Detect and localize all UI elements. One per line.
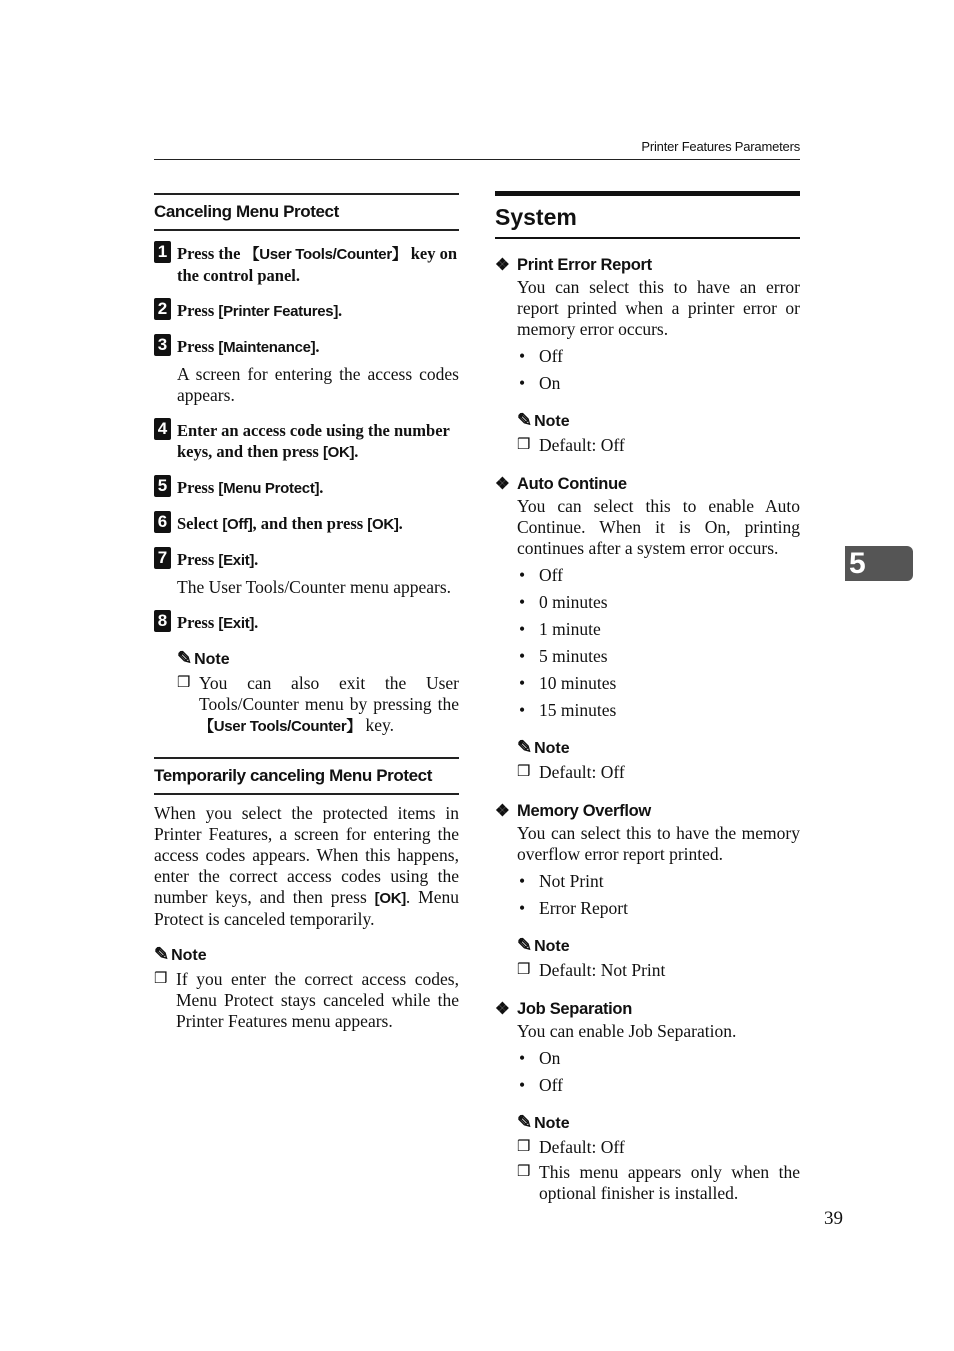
parameter-name: Memory Overflow [517, 802, 651, 820]
note-item [517, 960, 800, 981]
note-item [517, 762, 800, 783]
note-heading [154, 944, 459, 965]
checkbox-icon: ❒ [517, 962, 531, 978]
note-text: Default: Not Print [539, 960, 666, 980]
step-instruction [154, 336, 459, 358]
option-item: • Off [517, 346, 800, 367]
note-heading [177, 648, 459, 669]
note-item [177, 673, 459, 737]
parameter-block [495, 255, 800, 456]
pencil-icon: ✎ [517, 935, 533, 955]
chapter-tab [845, 546, 913, 581]
step-instruction [154, 477, 459, 499]
parameter-title [495, 255, 800, 275]
parameter-block [495, 999, 800, 1204]
step-5 [154, 477, 459, 499]
note-text: If you enter the correct access codes, Menu Protect stays canceled while the Printer Features menu appears. [176, 969, 459, 1031]
step-7 [154, 549, 459, 598]
step-text: Press [177, 478, 219, 497]
page-number: 39 [824, 1208, 843, 1229]
option-item: • On [517, 373, 800, 394]
right-column [495, 191, 800, 1204]
diamond-bullet-icon: ❖ [495, 256, 510, 274]
parameter-block [495, 474, 800, 783]
checkbox-icon: ❒ [177, 675, 191, 691]
section2-paragraph [154, 803, 459, 930]
step-number-icon: 8 [154, 610, 171, 632]
note-text: Default: Off [539, 762, 625, 782]
checkbox-icon: ❒ [517, 764, 531, 780]
option-item: • 0 minutes [517, 592, 800, 613]
note-label: Note [534, 1115, 570, 1132]
note-text: You can also exit the User Tools/Counter menu by pressing the [199, 673, 459, 714]
ok-key: [OK] [374, 890, 406, 907]
step-key: [Exit] [218, 552, 255, 569]
step-text-end: key on the control panel. [177, 244, 458, 285]
step-3 [154, 336, 459, 406]
step-number-icon: 3 [154, 334, 171, 356]
step-number-icon: 1 [154, 241, 171, 263]
step-number-icon: 2 [154, 298, 171, 320]
parameter-name: Auto Continue [517, 475, 627, 493]
parameter-name: Print Error Report [517, 256, 652, 274]
parameter-block [495, 801, 800, 981]
step-number-icon: 5 [154, 475, 171, 497]
step-instruction [154, 420, 459, 463]
parameter-title [495, 999, 800, 1019]
note-text-end: key. [361, 715, 394, 735]
step-2 [154, 300, 459, 322]
option-item: • 1 minute [517, 619, 800, 640]
step-instruction [154, 549, 459, 571]
step-text: Enter an access code using the number keys, and then press [177, 421, 450, 461]
step-number-icon: 6 [154, 511, 171, 533]
step-key: 【User Tools/Counter】 [244, 246, 407, 263]
header-rule [154, 159, 800, 160]
parameter-name: Job Separation [517, 1000, 632, 1018]
step-text: Select [177, 514, 223, 533]
step-text-end: . [254, 613, 259, 632]
step-text: Press [177, 613, 219, 632]
parameter-description: You can enable Job Separation. [517, 1021, 737, 1041]
checkbox-icon: ❒ [517, 1139, 531, 1155]
option-item: • Not Print [517, 871, 800, 892]
step-number-icon: 7 [154, 547, 171, 569]
checkbox-icon: ❒ [154, 971, 168, 987]
step-text-end: . [315, 337, 320, 356]
note-label: Note [171, 947, 207, 964]
diamond-bullet-icon: ❖ [495, 1000, 510, 1018]
pencil-icon: ✎ [154, 944, 170, 964]
parameter-description: You can select this to enable Auto Continue. When it is On, printing continues after a system error occurs. [517, 496, 800, 558]
section-title-temporarily-canceling: Temporarily canceling Menu Protect [154, 757, 459, 795]
checkbox-icon: ❒ [517, 437, 531, 453]
step-text: , and then press [252, 514, 368, 533]
section2-text-end: . Menu Protect is canceled temporarily. [154, 887, 459, 929]
pencil-icon: ✎ [177, 648, 193, 668]
note-label: Note [194, 651, 230, 668]
option-item: • Off [517, 1075, 800, 1096]
step-key: [Printer Features] [218, 303, 339, 320]
section-title-canceling-menu-protect: Canceling Menu Protect [154, 193, 459, 231]
step-key: [Maintenance] [218, 339, 316, 356]
note-item [517, 1162, 800, 1204]
option-item: • 15 minutes [517, 700, 800, 721]
option-item: • 10 minutes [517, 673, 800, 694]
note-label: Note [534, 938, 570, 955]
step-text-end: . [398, 514, 403, 533]
step-description: The User Tools/Counter menu appears. [177, 577, 452, 597]
diamond-bullet-icon: ❖ [495, 475, 510, 493]
parameter-description: You can select this to have the memory overflow error report printed. [517, 823, 800, 864]
note-label: Note [534, 413, 570, 430]
parameter-description: You can select this to have an error report printed when a printer error or memory error occurs. [517, 277, 800, 339]
step-instruction [154, 513, 459, 535]
step-key: [Menu Protect] [218, 480, 320, 497]
step-description: A screen for entering the access codes appears. [177, 364, 459, 405]
step-key: [OK] [322, 444, 355, 461]
diamond-bullet-icon: ❖ [495, 802, 510, 820]
note-item [517, 1137, 800, 1158]
checkbox-icon: ❒ [517, 1164, 531, 1180]
pencil-icon: ✎ [517, 410, 533, 430]
note-text: Default: Off [539, 1137, 625, 1157]
option-item: • On [517, 1048, 800, 1069]
step-instruction [154, 300, 459, 322]
parameters-list [495, 255, 800, 1204]
option-item: • Off [517, 565, 800, 586]
section-title-system: System [495, 204, 577, 230]
left-column [154, 193, 459, 1032]
step-text-end: . [254, 550, 259, 569]
step-text: Press the [177, 244, 245, 263]
step-text-end: . [319, 478, 324, 497]
step-instruction [154, 243, 459, 286]
note-key: 【User Tools/Counter】 [199, 718, 362, 735]
step-text-end: . [354, 442, 359, 461]
parameter-title [495, 474, 800, 494]
step-key: [OK] [367, 516, 399, 533]
step-key: [Exit] [218, 615, 255, 632]
step-text: Press [177, 301, 219, 320]
note-text: This menu appears only when the optional finisher is installed. [539, 1162, 800, 1203]
section2-text: When you select the protected items in Printer Features, a screen for entering the access codes appears. When this happens, enter the correct access codes using the number keys, and then press [154, 803, 459, 907]
option-item: • Error Report [517, 898, 800, 919]
step-text: Press [177, 337, 219, 356]
step-number-icon: 4 [154, 418, 171, 440]
step-6 [154, 513, 459, 535]
note-label: Note [534, 740, 570, 757]
step-8 [154, 612, 459, 634]
running-header: Printer Features Parameters [641, 139, 800, 154]
pencil-icon: ✎ [517, 737, 533, 757]
note-heading [517, 1112, 800, 1133]
step-4 [154, 420, 459, 463]
note-text: Default: Off [539, 435, 625, 455]
note-heading [517, 935, 800, 956]
step-1 [154, 243, 459, 286]
steps-list [154, 243, 459, 634]
step-instruction [154, 612, 459, 634]
note-heading [517, 737, 800, 758]
step-key: [Off] [222, 516, 253, 533]
note-item [517, 435, 800, 456]
pencil-icon: ✎ [517, 1112, 533, 1132]
note-heading [517, 410, 800, 431]
option-item: • 5 minutes [517, 646, 800, 667]
note-item [154, 969, 459, 1032]
parameter-title [495, 801, 800, 821]
chapter-number: 5 [849, 547, 866, 580]
step-text-end: . [338, 301, 343, 320]
step-text: Press [177, 550, 219, 569]
system-heading-block [495, 191, 800, 239]
